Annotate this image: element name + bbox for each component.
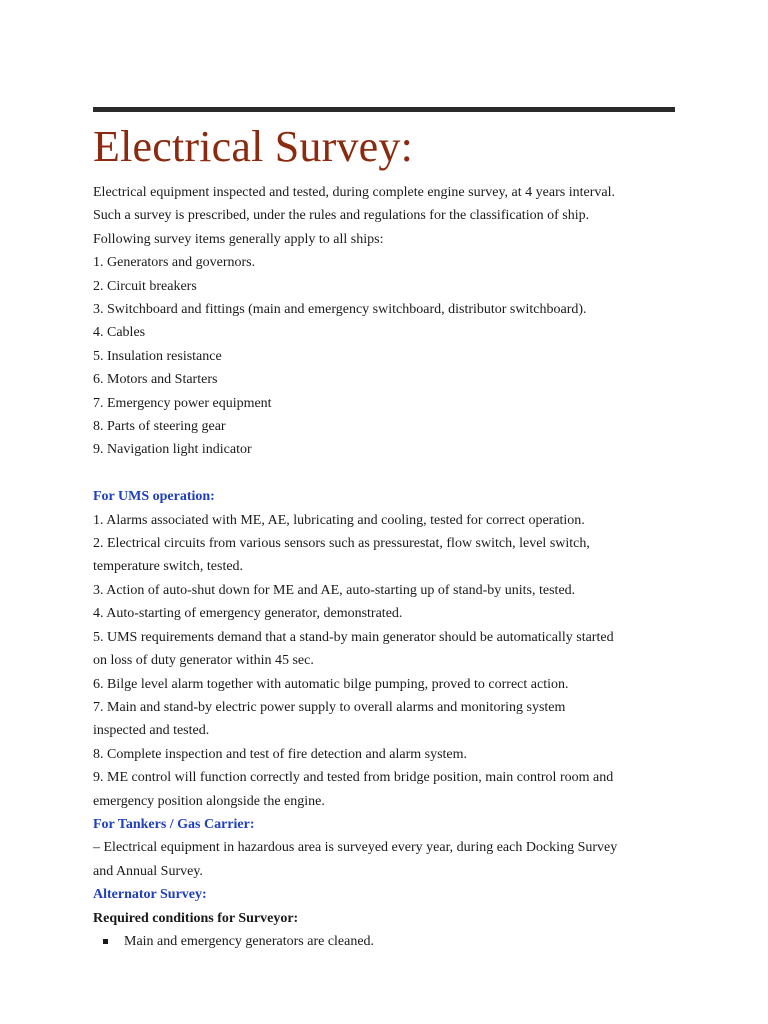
survey-item: 1. Generators and governors.	[93, 255, 256, 271]
ums-line: 2. Electrical circuits from various sensors such as pressurestat, flow switch, level switch,	[93, 536, 590, 552]
tankers-heading: For Tankers / Gas Carrier:	[93, 816, 255, 832]
bullet-item	[93, 930, 676, 953]
ums-line: 9. ME control will function correctly and tested from bridge position, main control room and	[93, 770, 614, 786]
ums-line: 3. Action of auto-shut down for ME and AE, auto-starting up of stand-by units, tested.	[93, 582, 576, 598]
top-divider	[93, 107, 675, 112]
tankers-section	[93, 813, 676, 883]
ums-line: temperature switch, tested.	[93, 559, 244, 575]
ums-line: 1. Alarms associated with ME, AE, lubricating and cooling, tested for correct operation.	[93, 512, 585, 528]
square-bullet-icon	[103, 939, 108, 944]
alternator-heading: Alternator Survey:	[93, 887, 207, 903]
survey-item: 4. Cables	[93, 325, 146, 341]
survey-item: 7. Emergency power equipment	[93, 395, 272, 411]
ums-line: 4. Auto-starting of emergency generator, demonstrated.	[93, 606, 403, 622]
bullet-text: Main and emergency generators are cleaned.	[124, 933, 375, 949]
survey-item: 5. Insulation resistance	[93, 348, 222, 364]
intro-line: Such a survey is prescribed, under the rules and regulations for the classification of ship.	[93, 208, 590, 224]
survey-items-list	[93, 251, 676, 462]
ums-line: emergency position alongside the engine.	[93, 793, 325, 809]
tankers-line: – Electrical equipment in hazardous area is surveyed every year, during each Docking Survey	[93, 840, 618, 856]
intro-line: Electrical equipment inspected and tested, during complete engine survey, at 4 years interval.	[93, 185, 615, 200]
ums-line: 5. UMS requirements demand that a stand-by main generator should be automatically started	[93, 629, 614, 645]
ums-section	[93, 485, 676, 813]
survey-item: 9. Navigation light indicator	[93, 442, 252, 458]
intro-paragraph	[93, 181, 676, 251]
ums-heading: For UMS operation:	[93, 489, 215, 505]
intro-line: Following survey items generally apply to all ships:	[93, 231, 384, 247]
survey-item: 8. Parts of steering gear	[93, 419, 226, 435]
ums-line: 6. Bilge level alarm together with automatic bilge pumping, proved to correct action.	[93, 676, 569, 692]
page-title: Electrical Survey:	[93, 122, 414, 171]
document-page	[93, 107, 676, 953]
ums-line: on loss of duty generator within 45 sec.	[93, 653, 314, 669]
tankers-line: and Annual Survey.	[93, 863, 203, 879]
alternator-subheading: Required conditions for Surveyor:	[93, 910, 299, 926]
spacer	[93, 462, 676, 485]
ums-line: 7. Main and stand-by electric power supply to overall alarms and monitoring system	[93, 699, 566, 715]
survey-item: 3. Switchboard and fittings (main and emergency switchboard, distributor switchboard).	[93, 302, 587, 318]
ums-line: 8. Complete inspection and test of fire detection and alarm system.	[93, 746, 468, 762]
survey-item: 6. Motors and Starters	[93, 372, 218, 388]
ums-line: inspected and tested.	[93, 723, 210, 739]
alternator-section	[93, 883, 676, 953]
survey-item: 2. Circuit breakers	[93, 278, 197, 294]
